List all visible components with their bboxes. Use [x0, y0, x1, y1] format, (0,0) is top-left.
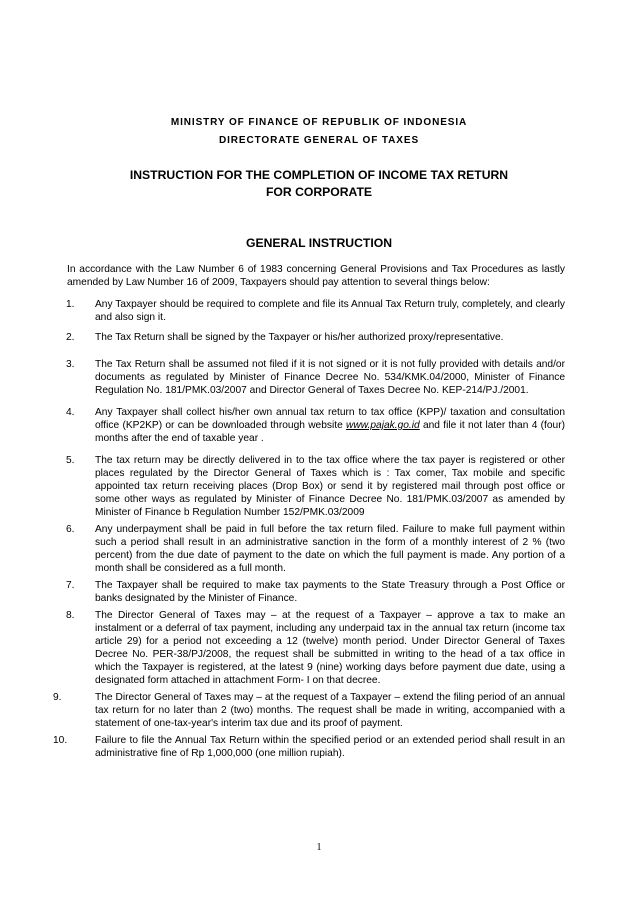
list-item	[53, 691, 565, 730]
list-item-number: 7.	[66, 580, 75, 591]
list-item-text-after-link: and file it not later than 4 (four) months after the end of taxable year .	[95, 420, 565, 444]
list-item-number: 8.	[66, 610, 75, 621]
list-item	[62, 579, 565, 605]
list-item-text: Failure to file the Annual Tax Return within the specified period or an extended period shall result in an administrative fine of Rp 1,000,000 (one million rupiah).	[95, 735, 565, 759]
list-item-number: 6.	[66, 524, 75, 535]
list-item-text: The Tax Return shall be signed by the Taxpayer or his/her authorized proxy/representative.	[95, 332, 504, 343]
list-item-text: Any underpayment shall be paid in full before the tax return filed. Failure to make full payment within such a period shall result in an administrative sanction in the form of a monthly interest of 2 % (two percent) from the due date of payment to the date on which the full payment is made. Any portion of a month shall be considered as a full month.	[95, 524, 565, 574]
ministry-heading: MINISTRY OF FINANCE OF REPUBLIK OF INDONESIA	[170, 117, 468, 128]
page-number: 1	[316, 842, 322, 853]
list-item	[53, 734, 565, 760]
document-title	[0, 167, 638, 201]
list-item-number: 5.	[66, 455, 75, 466]
list-item	[62, 406, 565, 445]
list-item-number: 4.	[66, 407, 75, 418]
list-item	[62, 331, 565, 344]
directorate-heading: DIRECTORATE GENERAL OF TAXES	[218, 135, 420, 146]
list-item	[62, 298, 565, 324]
list-item	[62, 609, 565, 687]
list-item-number: 2.	[66, 332, 75, 343]
section-heading: GENERAL INSTRUCTION	[245, 236, 393, 250]
list-item-number: 1.	[66, 299, 75, 310]
document-title-line-1: INSTRUCTION FOR THE COMPLETION OF INCOME TAX RETURN	[129, 168, 509, 182]
list-item-text: The Taxpayer shall be required to make tax payments to the State Treasury through a Post Office or banks designated by the Minister of Finance.	[95, 580, 565, 604]
list-item-text: The tax return may be directly delivered in to the tax office where the tax payer is registered or other places regulated by the Director General of Taxes which is : Tax comer, Tax mobile and specific appointed tax return receiving places (Drop Box) or send it by registered mail through post office or some other ways as regulated by Minister of Finance Decree No. 181/PMK.03/2007 as amended by Minister of Finance b Regulation Number 152/PMK.03/2009	[95, 455, 565, 518]
intro-paragraph: In accordance with the Law Number 6 of 1983 concerning General Provisions and Tax Procedures as lastly amended by Law Number 16 of 2009, Taxpayers should pay attention to several things below:	[67, 264, 565, 288]
document-title-line-2: FOR CORPORATE	[265, 185, 373, 199]
list-item-text-before-link: Any Taxpayer shall collect his/her own annual tax return to tax office (KPP)/ taxation and consultation office (KP2KP) or can be downloaded through website	[95, 407, 565, 431]
list-item	[62, 454, 565, 519]
list-item-number: 9.	[53, 692, 62, 703]
list-item	[62, 523, 565, 575]
list-item-text: Any Taxpayer should be required to complete and file its Annual Tax Return truly, completely, and clearly and also sign it.	[95, 299, 565, 323]
list-item-number: 10.	[53, 735, 68, 746]
list-item-text: The Director General of Taxes may – at the request of a Taxpayer – approve a tax to make an instalment or a deferral of tax payment, including any underpaid tax in the annual tax return (income tax article 29) for a period not exceeding a 12 (twelve) month period. Under Director General of Taxes Decree No. PER-38/PJ/2008, the request shall be submitted in writing to the head of a tax office in which the Taxpayer is registered, at the latest 9 (nine) working days before payment due date, using a designated form attached in attachment Form- I on that decree.	[95, 610, 565, 686]
list-item-text: The Tax Return shall be assumed not filed if it is not signed or it is not fully provided with details and/or documents as regulated by Minister of Finance Decree No. 534/KMK.04/2000, Minister of Finance Regulation No. 181/PMK.03/2007 and Director General of Taxes Decree No. KEP-214/PJ./2001.	[95, 359, 565, 396]
instruction-list	[53, 298, 565, 760]
list-item	[62, 358, 565, 397]
list-item-text: The Director General of Taxes may – at the request of a Taxpayer – extend the filing period of an annual tax return for no later than 2 (two) months. The request shall be made in writing, accompanied with a statement of one-tax-year's interim tax due and its proof of payment.	[95, 692, 565, 729]
pajak-website-link[interactable]: www.pajak.go.id	[346, 420, 420, 431]
list-item-number: 3.	[66, 359, 75, 370]
